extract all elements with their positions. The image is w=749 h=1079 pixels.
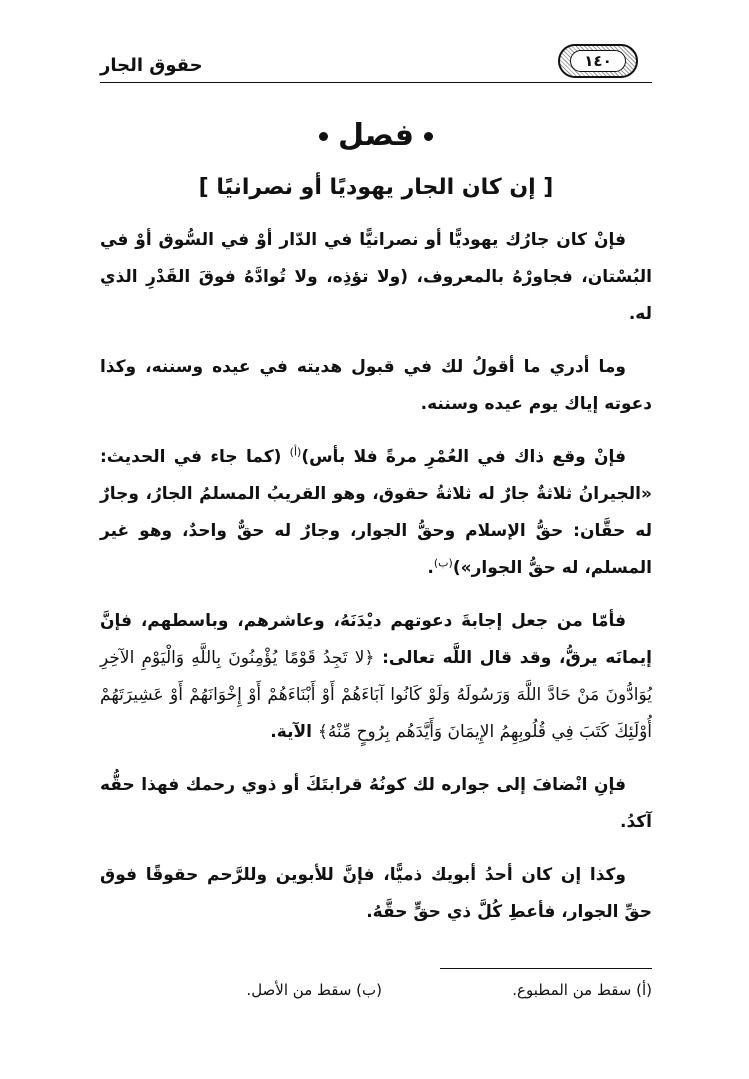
footnote-marker-b: (ب) (433, 556, 453, 570)
chapter-title-text: فصل (338, 118, 414, 153)
paragraph-3 (100, 439, 652, 587)
paragraph-4-text-1: فأمّا من جعل إجابةَ دعوتهم ديْدَنَهُ، وعاشرهم، وباسطهم، فإنَّ إيمانَه يرقُّ، وقد قال اللَّه تعالى: (100, 611, 652, 668)
paragraph-3-text-1: فإنْ وقع ذاك في العُمْرِ مرةً فلا بأس) (301, 447, 626, 467)
page-number-badge (558, 44, 638, 78)
footnotes (100, 978, 652, 1008)
paragraph-1: فإنْ كان جارُك يهوديًّا أو نصرانيًّا في الدّار أوْ في السُّوق أوْ في البُسْتان، فجاورْهُ بالمعروف، (ولا تؤذِه، ولا تُوادَّهُ فوقَ القَدْرِ الذي له. (100, 230, 652, 324)
footnote-b: (ب) سقط من الأصل. (246, 981, 382, 999)
running-title: حقوق الجار (100, 55, 203, 76)
paragraph-6: وكذا إن كان أحدُ أبويك ذميًّا، فإنَّ للأبوين وللرَّحم حقوقًا فوق حقِّ الجوار، فأعطِ كُلَّ ذي حقٍّ حقَّهُ. (100, 865, 652, 922)
page-number: ١٤٠ (570, 50, 626, 72)
paragraph-4-text-2: الآية. (270, 722, 318, 742)
body-text (100, 222, 652, 947)
bullet-icon (424, 132, 433, 141)
paragraph-5: فإنِ انْضافَ إلى جواره لك كونُهُ قرابتَكَ أو ذوي رحمك فهذا حقُّه آكدُ. (100, 775, 652, 832)
paragraph-4 (100, 603, 652, 751)
paragraph-2: وما أدري ما أقولُ لك في قبول هديته في عيده وسننه، وكذا دعوته إياك يوم عيده وسننه. (100, 357, 652, 414)
chapter-title (100, 116, 652, 156)
paragraph-3-end: . (427, 558, 434, 578)
footnote-rule (440, 968, 652, 969)
footnote-marker-a: (أ) (289, 445, 302, 459)
bullet-icon (319, 132, 328, 141)
page-header (100, 40, 652, 90)
quran-verse: ﴿لا تَجِدُ قَوْمًا يُؤْمِنُونَ بِاللَّهِ وَالْيَوْمِ الآخِرِ يُوَادُّونَ مَنْ حَادَّ اللَّهَ وَرَسُولَهُ وَلَوْ كَانُوا آبَاءَهُمْ أَوْ أَبْنَاءَهُمْ أَوْ إِخْوَانَهُمْ أَوْ عَشِيرَتَهُمْ أُوْلَئِكَ كَتَبَ فِي قُلُوبِهِمُ الإِيمَانَ وَأَيَّدَهُم بِرُوحٍ مِّنْهُ﴾ (100, 648, 652, 742)
section-title: [ إن كان الجار يهوديًا أو نصرانيًا ] (198, 175, 554, 200)
footnote-a: (أ) سقط من المطبوع. (512, 981, 652, 999)
header-rule (100, 82, 652, 83)
paragraph-3-text-2: (كما جاء في الحديث: «الجيرانُ ثلاثةٌ جارٌ له ثلاثةُ حقوق، وهو القريبُ المسلمُ الجارُ، وجارٌ له حقَّان: حقُّ الإسلام وحقُّ الجوار، وجارٌ له حقٌّ واحدٌ، وهو غير المسلم، له حقُّ الجوار») (100, 447, 652, 578)
